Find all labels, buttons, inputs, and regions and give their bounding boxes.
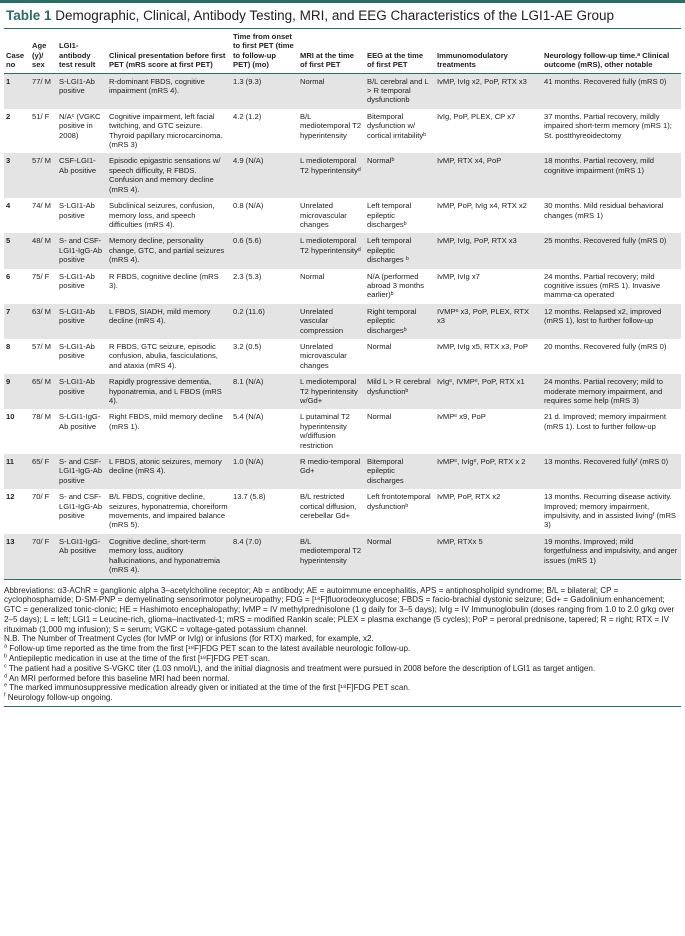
table-cell: 63/ M <box>30 304 57 339</box>
table-cell: 24 months. Partial recovery; mild cognitive issues (mRS 1). Invasive mamma-ca operated <box>544 271 661 300</box>
table-cell: 48/ M <box>30 233 57 268</box>
table-cell: Episodic epigastric sensations w/ speech difficulty, R FBDS. Confusion and memory decline (mRS 4). <box>107 153 231 198</box>
footnote-text: The marked immunosuppressive medication already given or initiated at the time of the first [¹⁸F]FDG PET scan. <box>7 683 411 693</box>
footnote-mark: d <box>4 672 8 679</box>
table-cell: 1.3 (9.3) <box>231 73 298 109</box>
table-cell: L FBDS, SIADH, mild memory decline (mRS 4). <box>107 304 231 339</box>
footnote <box>4 674 681 684</box>
table-cell: L putaminal T2 hyperintensity w/diffusion restriction <box>300 412 350 450</box>
footnote <box>4 683 681 693</box>
table-cell: 1.0 (N/A) <box>231 454 298 489</box>
table-cell: Right temporal epileptic dischargesᵇ <box>365 304 435 339</box>
table-cell: 1 <box>4 73 30 109</box>
footnote-text: Neurology follow-up ongoing. <box>5 693 113 703</box>
nb-note: N.B. The Number of Treatment Cycles (for IvMP or IvIg) or infusions (for RTX) marked, for example, x2. <box>4 634 374 644</box>
table-cell: Subclinical seizures, confusion, memory loss, and speech difficulties (mRS 4). <box>109 201 215 229</box>
column-header: Age (y)/ sex <box>30 29 57 73</box>
table-row <box>4 534 681 579</box>
table-cell: Right FBDS, mild memory decline (mRS 1). <box>109 412 223 431</box>
table-header-row <box>4 29 681 73</box>
footnote-mark: c <box>4 663 7 670</box>
table-cell: Unrelated vascular compression <box>298 304 365 339</box>
table-cell: S-LGI1-Ab positive <box>59 341 95 361</box>
table-cell: S-LGI1-Ab positive <box>57 304 107 339</box>
table-cell: Normal <box>365 534 435 579</box>
table-row <box>4 454 681 489</box>
table-cell: 24 months. Partial recovery; mild to moderate memory impairment, and requires some help (mRS 3) <box>542 374 681 409</box>
table-cell: Cognitive impairment, left facial twitching, and GTC seizure. Thyroid papillary microcarcinoma. (mRS 3) <box>109 111 223 150</box>
table-cell: S- and CSF-LGI1-IgG-Ab positive <box>57 233 107 268</box>
column-header: LGI1-antibody test result <box>57 29 107 73</box>
table-cell: 37 months. Partial recovery, mildly impaired short-term memory (mRS 1); St. postthyreoidectomy <box>544 111 672 140</box>
table-cell: S-LGI1-Ab positive <box>59 201 95 220</box>
table-cell: IvMP, IvIg x2, PoP, RTX x3 <box>435 73 542 109</box>
table-cell: Left frontotemporal dysfunctionᵇ <box>367 492 431 511</box>
table-cell: 13 months. Recurring disease activity. Improved; memory impairment, impulsivity, and in assisted livingᶠ (mRS 3) <box>544 492 677 530</box>
table-cell: 7 <box>4 304 30 339</box>
table-cell: 3.2 (0.5) <box>233 341 262 351</box>
table-row <box>4 489 681 534</box>
table-cell: 8.1 (N/A) <box>231 374 298 409</box>
table-cell: S-LGI1-Ab positive <box>57 374 107 409</box>
footnote-mark: b <box>4 653 8 660</box>
notes-end-rule <box>4 706 681 707</box>
table-cell: 0.6 (5.6) <box>231 233 298 268</box>
footnote-mark: f <box>4 692 6 699</box>
table-cell: B/L mediotemporal T2 hyperintensity <box>298 534 365 579</box>
table-row <box>4 73 681 109</box>
table-row <box>4 269 681 304</box>
table-row <box>4 109 681 154</box>
table-cell: IvMPᵉ, IvIgᵉ, PoP, RTX x 2 <box>435 454 542 489</box>
table-cell: 51/ F <box>32 111 50 121</box>
table-cell: S- and CSF-LGI1-IgG-Ab positive <box>57 454 107 489</box>
table-cell: 0.2 (11.6) <box>231 304 298 339</box>
column-header: Neurology follow-up time.ᵃ Clinical outcome (mRS), other notable <box>542 29 681 73</box>
table-cell: 8.4 (7.0) <box>231 534 298 579</box>
table-cell: R-dominant FBDS, cognitive impairment (mRS 4). <box>107 73 231 109</box>
table-cell: 57/ M <box>30 153 57 198</box>
table-cell: 0.8 (N/A) <box>233 201 264 211</box>
table-row <box>4 304 681 339</box>
table-cell: Bitemporal dysfunction w/ cortical irritabilityᵇ <box>367 111 426 140</box>
table-cell: 4.2 (1.2) <box>233 111 262 121</box>
table-cell: IvMP, IvIg x5, RTX x3, PoP <box>437 341 528 351</box>
table-cell: R FBDS, cognitive decline (mRS 3). <box>109 271 219 290</box>
table-cell: 6 <box>6 271 11 281</box>
table-cell: 12 months. Relapsed x2, improved (mRS 1), lost to further follow-up <box>542 304 681 339</box>
table-cell: S- and CSF-LGI1-IgG-Ab positive <box>59 492 103 521</box>
table-cell: IVMPᵉ x3, PoP, PLEX, RTX x3 <box>435 304 542 339</box>
table-cell: B/L cerebral and L > R temporal dysfunctionb <box>365 73 435 109</box>
footnote-text: Follow-up time reported as the time from the first [¹⁸F]FDG PET scan to the latest available neurologic follow-up. <box>7 644 411 654</box>
table-cell: L FBDS, atonic seizures, memory decline (mRS 4). <box>107 454 231 489</box>
table-row <box>4 409 681 454</box>
table-cell: IvMP, PoP, IvIg x4, RTX x2 <box>437 201 527 211</box>
table-cell: L mediotemporal T2 hyperintensityᵈ <box>298 153 365 198</box>
table-cell: R FBDS, GTC seizure, episodic confusion, abulia, fasciculations, and ataxia (mRS 4). <box>109 341 218 370</box>
table-bottom-rule <box>4 579 681 580</box>
table-row <box>4 374 681 409</box>
footnote <box>4 644 681 654</box>
table-cell: B/L mediotemporal T2 hyperintensity <box>300 111 362 140</box>
table-cell: L mediotemporal T2 hyperintensity w/Gd+ <box>298 374 365 409</box>
table-cell: 9 <box>4 374 30 409</box>
table-cell: 13 <box>4 534 30 579</box>
table-cell: 8 <box>6 341 11 351</box>
table-cell: S-LGI1-Ab positive <box>57 73 107 109</box>
table-cell: 70/ F <box>32 492 50 502</box>
table-cell: Bitemporal epileptic discharges <box>365 454 435 489</box>
characteristics-table <box>4 29 681 579</box>
table-cell: B/L restricted cortical diffusion, cerebellar Gd+ <box>300 492 357 521</box>
table-cell: 5 <box>4 233 30 268</box>
column-header: MRI at the time of first PET <box>298 29 365 73</box>
table-cell: 65/ F <box>30 454 57 489</box>
abbreviations: Abbreviations: α3-AChR = ganglionic alpha 3–acetylcholine receptor; Ab = antibody; AE = autoimmune encephalitis, APS = antiphospholipid syndrome; B/L = bilateral; CP = cyclophosphamide; D-SM-PNP = demyelinating sensorimotor polyneuropathy; FDG = [¹⁸F]fluorodeoxyglucose; FBDS = facio-brachial dystonic seizure; Gd+ = Gadolinium enhancement; GTC = generalized tonic-clonic; HE = Hashimoto encephalopathy; IvMP = IV methylprednisolone (1 g daily for 3–5 days); IvIg = IV Immunoglobulin (doses ranging from 1.0 to 2.0 g/kg over 2–5 days); L = left; LGI1 = Leucine-rich, glioma–inactivated-1; mRS = modified Rankin scale; PLEX = plasma exchange (5 cycles); PoP = peroral prednisone, tapered; R = right; RTX = IV rituximab (1,000 mg infusion); S = serum; VGKC = voltage-gated potassium channel. <box>4 585 675 634</box>
table-cell: IvIgᵉ, IVMPᵉ, PoP, RTX x1 <box>435 374 542 409</box>
table-row <box>4 198 681 233</box>
table-title: Demographic, Clinical, Antibody Testing, MRI, and EEG Characteristics of the LGI1-AE Group <box>55 8 615 23</box>
table-cell: S-LGI1-IgG-Ab positive <box>59 412 101 431</box>
table-cell: Mild L > R cerebral dysfunctionᵇ <box>365 374 435 409</box>
table-cell: Normal <box>367 341 392 351</box>
table-cell: 21 d. Improved; memory impairment (mRS 1). Lost to further follow-up <box>544 412 666 431</box>
table-caption <box>0 3 685 28</box>
table-cell: 12 <box>6 492 15 502</box>
table-cell: 3 <box>4 153 30 198</box>
table-cell: 75/ F <box>32 271 50 281</box>
table-cell: CSF-LGI1-Ab positive <box>57 153 107 198</box>
column-header: Immunomodulatory treatments <box>435 29 542 73</box>
table-body <box>4 73 681 578</box>
column-header: Time from onset to first PET (time to follow-up PET) (mo) <box>231 29 298 73</box>
table-cell: 10 <box>6 412 15 422</box>
table-cell: 57/ M <box>32 341 51 351</box>
table-notes <box>4 586 681 704</box>
table-cell: 4 <box>6 201 11 211</box>
table-cell: IvMP, IvIg, PoP, RTX x3 <box>435 233 542 268</box>
column-header: Case no <box>4 29 30 73</box>
footnote-text: An MRI performed before this baseline MRI had been normal. <box>7 673 230 683</box>
table-cell: R medio-temporal Gd+ <box>298 454 365 489</box>
table-cell: Normal <box>367 412 392 422</box>
table-row <box>4 233 681 268</box>
table-cell: L mediotemporal T2 hyperintensityᵈ <box>298 233 365 268</box>
table-cell: 65/ M <box>30 374 57 409</box>
table-cell: 70/ F <box>30 534 57 579</box>
column-header: Clinical presentation before first PET (mRS score at first PET) <box>107 29 231 73</box>
table-cell: Rapidly progressive dementia, hyponatremia, and L FBDS (mRS 4). <box>107 374 231 409</box>
table-cell: Left temporal epileptic discharges ᵇ <box>365 233 435 268</box>
table-cell: Normalᵇ <box>365 153 435 198</box>
table-cell: B/L FBDS, cognitive decline, seizures, hyponatremia, choreiform movements, and impaired balance (mRS 5). <box>109 492 228 530</box>
table-cell: IvMP, PoP, RTX x2 <box>437 492 501 502</box>
footnote-text: The patient had a positive S-VGKC titer (1.03 nmol/L), and the initial diagnosis and treatment were pursued in 2008 before the description of LGI1 as target antigen. <box>6 663 596 673</box>
footnote <box>4 693 681 703</box>
table-cell: Normal <box>300 271 325 281</box>
table-cell: 11 <box>4 454 30 489</box>
table-cell: 25 months. Recovered fully (mRS 0) <box>542 233 681 268</box>
table-cell: 13 months. Recovered fullyᶠ (mRS 0) <box>542 454 681 489</box>
table-cell: Unrelated microvascular changes <box>300 341 347 370</box>
table-cell: Memory decline, personality change, GTC, and partial seizures (mRS 4). <box>107 233 231 268</box>
table-cell: 20 months. Recovered fully (mRS 0) <box>544 341 667 351</box>
table-cell: 77/ M <box>30 73 57 109</box>
table-cell: N/A (performed abroad 3 months earlier)ᵇ <box>367 271 424 300</box>
table-cell: 5.4 (N/A) <box>233 412 264 422</box>
table-cell: 74/ M <box>32 201 51 211</box>
table-cell: 78/ M <box>32 412 51 422</box>
footnotes <box>4 644 681 703</box>
table-cell: 2 <box>6 111 11 121</box>
column-header: EEG at the time of first PET <box>365 29 435 73</box>
table-cell: 30 months. Mild residual behavioral changes (mRS 1) <box>544 201 664 220</box>
table-cell: 2.3 (5.3) <box>233 271 262 281</box>
table-cell: S-LGI1-Ab positive <box>59 271 95 290</box>
table-cell: 19 months. Improved; mild forgetfulness and impulsivity, and anger issues (mRS 1) <box>542 534 681 579</box>
table-cell: 18 months. Partial recovery, mild cognitive impairment (mRS 1) <box>542 153 681 198</box>
table-row <box>4 153 681 198</box>
footnote <box>4 664 681 674</box>
table-cell: S-LGI1-IgG-Ab positive <box>57 534 107 579</box>
table-cell: IvIg, PoP, PLEX, CP x7 <box>437 111 516 121</box>
footnote-text: Antiepileptic medication in use at the time of the first [¹⁸F]FDG PET scan. <box>7 654 270 664</box>
footnote <box>4 654 681 664</box>
table-cell: 41 months. Recovered fully (mRS 0) <box>542 73 681 109</box>
table-cell: Left temporal epileptic dischargesᵇ <box>367 201 412 229</box>
table-number: Table 1 <box>6 8 52 23</box>
table-cell: IvMP, RTXx 5 <box>435 534 542 579</box>
table-cell: IvMP, IvIg x7 <box>437 271 480 281</box>
table-cell: Normal <box>298 73 365 109</box>
footnote-mark: a <box>4 643 8 650</box>
table-cell: N/Aᶜ (VGKC positive in 2008) <box>59 111 101 140</box>
table-cell: Cognitive decline, short-term memory loss, auditory hallucinations, and hyponatremia (mRS 4). <box>107 534 231 579</box>
table-cell: IvMPᵉ x9, PoP <box>437 412 486 422</box>
table-cell: IvMP, RTX x4, PoP <box>435 153 542 198</box>
table-row <box>4 339 681 374</box>
table-cell: 13.7 (5.8) <box>233 492 266 502</box>
table-cell: Unrelated microvascular changes <box>300 201 347 229</box>
table-cell: 4.9 (N/A) <box>231 153 298 198</box>
footnote-mark: e <box>4 682 8 689</box>
